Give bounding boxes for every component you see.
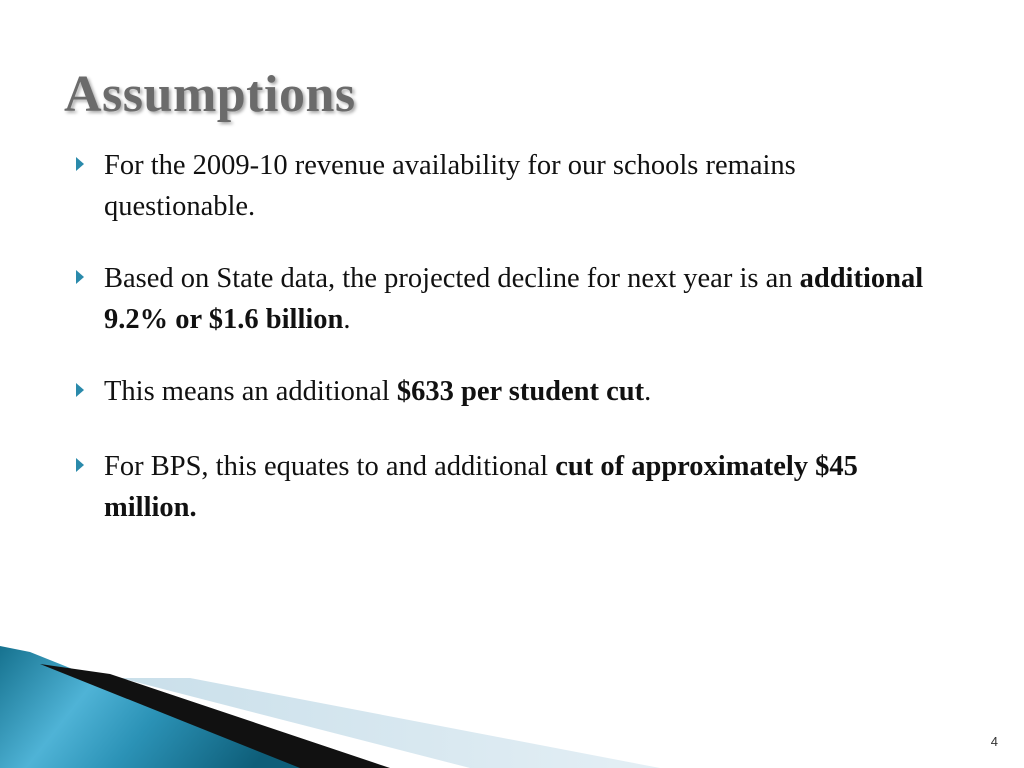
page-number: 4 xyxy=(990,734,998,749)
bullet-emphasis: $633 per student cut xyxy=(396,376,645,407)
triangle-right-icon xyxy=(76,270,84,284)
bullet-text: For BPS, this equates to and additional xyxy=(104,451,556,482)
triangle-right-icon xyxy=(76,157,84,171)
bullet-text: For the 2009-10 revenue availability for our schools remains questionable. xyxy=(104,150,796,222)
slide-title: Assumptions xyxy=(64,66,356,123)
triangle-right-icon xyxy=(76,383,84,397)
triangle-right-icon xyxy=(76,458,84,472)
bullet-text: Based on State data, the projected decline for next year is an xyxy=(104,263,800,294)
bullet-text: This means an additional xyxy=(104,376,397,407)
bullet-revenue-availability xyxy=(72,145,952,227)
bullet-projected-decline xyxy=(72,258,952,340)
bullet-emphasis: cut of approximately $45 million. xyxy=(104,451,858,523)
bullet-emphasis: additional 9.2% or $1.6 billion xyxy=(104,263,924,335)
bullet-list xyxy=(72,145,952,528)
bullet-bps-cut xyxy=(72,446,952,528)
bullet-text-end: . xyxy=(644,376,652,407)
bullet-per-student-cut xyxy=(72,371,952,412)
bullet-text-end: . xyxy=(343,304,351,335)
